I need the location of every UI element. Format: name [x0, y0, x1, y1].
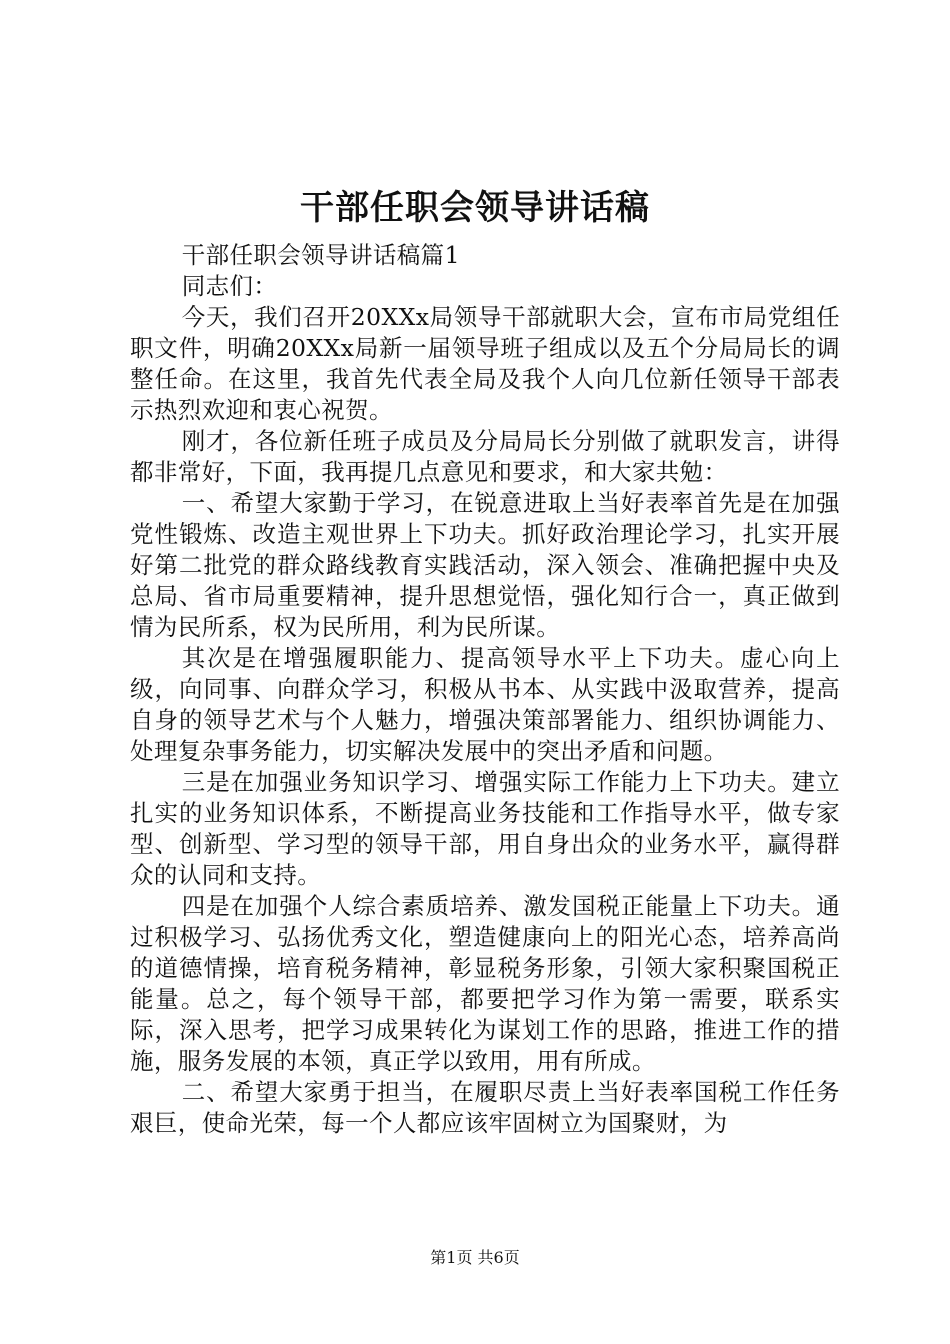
body-paragraph: 四是在加强个人综合素质培养、激发国税正能量上下功夫。通过积极学习、弘扬优秀文化，塑造健康向上的阳光心态，培养高尚的道德情操，培育税务精神，彰显税务形象，引领大家积聚国税正能量。总之，每个领导干部，都要把学习作为第一需要，联系实际，深入思考，把学习成果转化为谋划工作的思路，推进工作的措施，服务发展的本领，真正学以致用，用有所成。: [130, 892, 840, 1075]
body-paragraph: 其次是在增强履职能力、提高领导水平上下功夫。虚心向上级，向同事、向群众学习，积极从书本、从实践中汲取营养，提高自身的领导艺术与个人魅力，增强决策部署能力、组织协调能力、处理复杂事务能力，切实解决发展中的突出矛盾和问题。: [130, 644, 840, 765]
body-paragraph: 二、希望大家勇于担当，在履职尽责上当好表率国税工作任务艰巨，使命光荣，每一个人都应该牢固树立为国聚财，为: [130, 1078, 840, 1137]
document-body: [130, 240, 840, 1139]
body-paragraph: 三是在加强业务知识学习、增强实际工作能力上下功夫。建立扎实的业务知识体系，不断提高业务技能和工作指导水平，做专家型、创新型、学习型的领导干部，用自身出众的业务水平，赢得群众的认同和支持。: [130, 768, 840, 889]
document-title: 干部任职会领导讲话稿: [300, 188, 650, 228]
section-heading: 干部任职会领导讲话稿篇1: [181, 241, 460, 269]
body-paragraph: 刚才，各位新任班子成员及分局局长分别做了就职发言，讲得都非常好，下面，我再提几点意见和要求，和大家共勉：: [130, 427, 840, 486]
salutation: 同志们：: [181, 272, 278, 300]
page-number-footer: 第1页 共6页: [430, 1248, 520, 1267]
body-paragraph: 一、希望大家勤于学习，在锐意进取上当好表率首先是在加强党性锻炼、改造主观世界上下功夫。抓好政治理论学习，扎实开展好第二批党的群众路线教育实践活动，深入领会、准确把握中央及总局、省市局重要精神，提升思想觉悟，强化知行合一，真正做到情为民所系，权为民所用，利为民所谋。: [130, 489, 840, 641]
body-paragraph: 今天，我们召开20XXx局领导干部就职大会，宣布市局党组任职文件，明确20XXx局新一届领导班子组成以及五个分局局长的调整任命。在这里，我首先代表全局及我个人向几位新任领导干部表示热烈欢迎和衷心祝贺。: [130, 303, 840, 424]
